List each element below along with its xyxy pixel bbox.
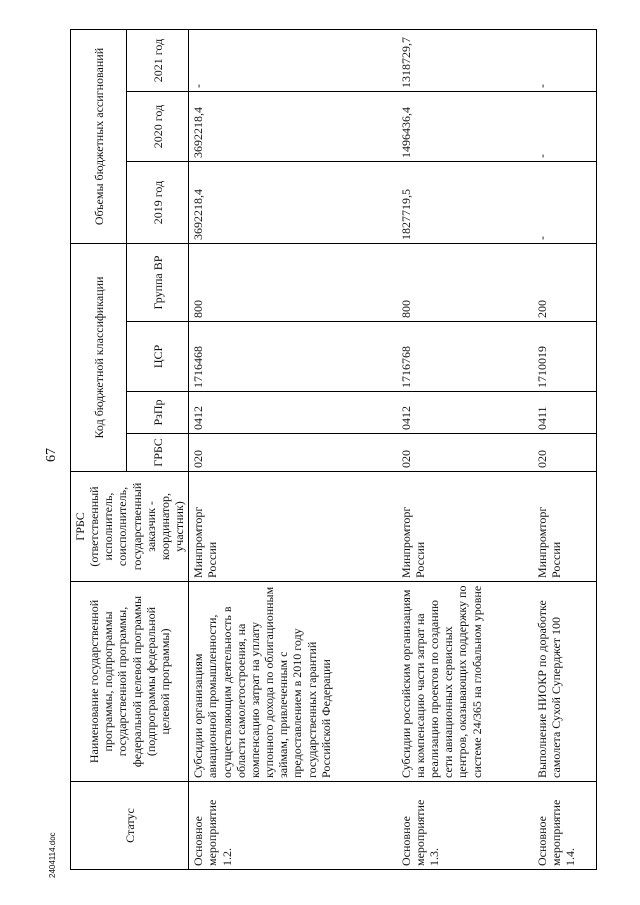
cell-2019: 3692218,4	[189, 162, 397, 244]
cell-2019: 1827719,5	[397, 162, 533, 244]
cell-code-csr: 1710019	[533, 322, 597, 392]
header-year-2021: 2021 год	[127, 30, 189, 92]
cell-2021: -	[189, 30, 397, 92]
cell-2020: 1496436,4	[397, 92, 533, 162]
header-grbs: ГРБС (ответственный исполнитель, соисполнитель, государственный заказчик - координатор, участник)	[71, 472, 189, 582]
header-code-vr: Группа ВР	[127, 244, 189, 322]
cell-code-csr: 1716468	[189, 322, 397, 392]
cell-code-grbs: 020	[533, 434, 597, 472]
cell-status: Основное мероприятие 1.3.	[397, 782, 533, 870]
cell-code-rzpr: 0411	[533, 392, 597, 434]
cell-2020: 3692218,4	[189, 92, 397, 162]
cell-code-vr: 800	[189, 244, 397, 322]
header-code-group: Код бюджетной классификации	[71, 244, 127, 472]
header-code-csr: ЦСР	[127, 322, 189, 392]
header-year-2019: 2019 год	[127, 162, 189, 244]
header-status: Статус	[71, 782, 189, 870]
table-row	[533, 30, 597, 870]
cell-code-grbs: 020	[189, 434, 397, 472]
budget-table	[70, 29, 597, 870]
header-budget-group: Объемы бюджетных ассигнований	[71, 30, 127, 244]
cell-code-grbs: 020	[397, 434, 533, 472]
document-footer: 2404114.doc	[48, 832, 57, 878]
cell-code-csr: 1716768	[397, 322, 533, 392]
cell-name: Субсидии организациям авиационной промышленности, осуществляющим деятельность в области самолетостроения, на компенсацию затрат на уплату купонного дохода по облигационным займам, привлеченным с предоставлением в 2010 году государственных гарантий Российской Федерации	[189, 582, 397, 782]
cell-code-rzpr: 0412	[189, 392, 397, 434]
cell-status: Основное мероприятие 1.4.	[533, 782, 597, 870]
cell-2021: -	[533, 30, 597, 92]
rotated-sheet	[40, 30, 600, 880]
cell-2021: 1318729,7	[397, 30, 533, 92]
cell-2020: -	[533, 92, 597, 162]
header-code-rzpr: РзПр	[127, 392, 189, 434]
cell-name: Субсидии российским организациям на компенсацию части затрат на реализацию проектов по созданию сети авиационных сервисных центров, оказывающих поддержку по системе 24/365 на глобальном уровне	[397, 582, 533, 782]
cell-grbs: Минпромторг России	[397, 472, 533, 582]
cell-grbs: Минпромторг России	[533, 472, 597, 582]
cell-code-rzpr: 0412	[397, 392, 533, 434]
cell-name: Выполнение НИОКР по доработке самолета Сухой Суперджет 100	[533, 582, 597, 782]
cell-grbs: Минпромторг России	[189, 472, 397, 582]
header-year-2020: 2020 год	[127, 92, 189, 162]
table-row	[397, 30, 533, 870]
cell-status: Основное мероприятие 1.2.	[189, 782, 397, 870]
header-name: Наименование государственной программы, подпрограммы государственной программы, федеральной целевой программы (подпрограммы федеральной целевой программы)	[71, 582, 189, 782]
cell-2019: -	[533, 162, 597, 244]
table-row	[189, 30, 397, 870]
cell-code-vr: 200	[533, 244, 597, 322]
page-number: 67	[44, 448, 59, 462]
cell-code-vr: 800	[397, 244, 533, 322]
header-row-1	[71, 30, 127, 870]
header-code-grbs: ГРБС	[127, 434, 189, 472]
